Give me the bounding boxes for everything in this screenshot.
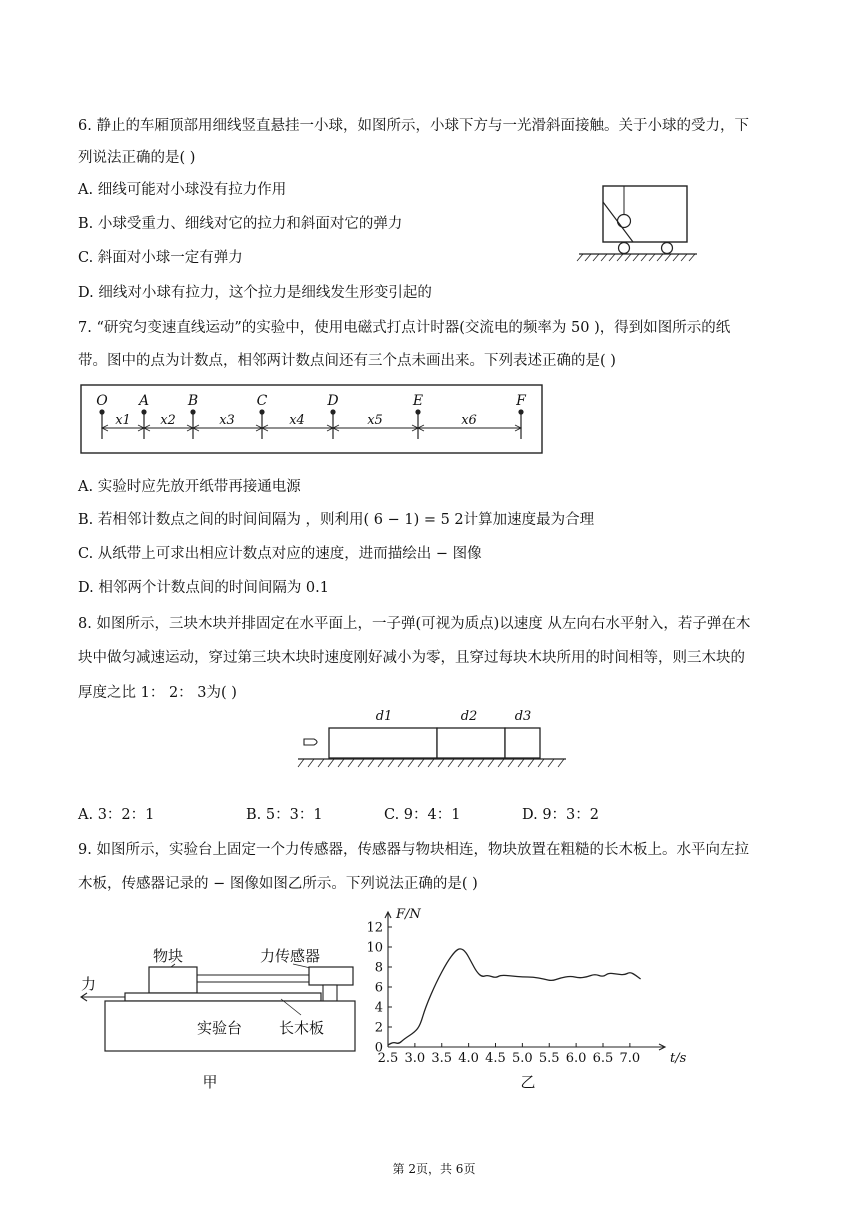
q6-carriage-figure [575,182,700,264]
q8-blocks-figure [296,702,568,774]
page-footer: 第 2页，共 6页 [392,1162,476,1176]
segment-label-x5: x5 [367,413,383,428]
x-tick-label: 4.0 [458,1051,479,1066]
label-board: 长木板 [279,1019,325,1037]
q8-option-d: D. 9：3：2 [522,807,600,823]
x-tick-label: 4.5 [485,1051,506,1066]
q8-option-a: A. 3：2：1 [78,807,155,823]
caption-jia: 甲 [202,1073,218,1091]
block-label-d3: d3 [514,709,532,724]
force-curve [388,949,641,1045]
label-table: 实验台 [197,1019,243,1037]
y-tick-label: 0 [374,1040,383,1056]
x-tick-label: 7.0 [619,1051,641,1066]
segment-label-x6: x6 [461,413,477,428]
x-tick-label: 3.0 [404,1051,426,1066]
point-label-o: O [96,393,108,409]
segment-label-x4: x4 [289,413,305,428]
q7-option-b: B. 若相邻计数点之间的时间间隔为 ，则利用( 6 − 1) = 5 2计算加速度最为合理 [78,512,595,528]
x-tick-label: 5.0 [512,1051,533,1066]
x-tick-label: 5.5 [538,1051,560,1066]
force-time-chart [360,902,700,1094]
q9-stem-line1: 9. 如图所示，实验台上固定一个力传感器，传感器与物块相连，物块放置在粗糙的长木板上。水平向左拉 [78,842,749,858]
q8-option-c: C. 9：4：1 [384,807,461,823]
q8-option-b: B. 5：3：1 [246,807,323,823]
y-tick-label: 8 [374,960,383,976]
label-sensor: 力传感器 [260,947,321,965]
x-tick-label: 2.5 [377,1051,399,1066]
q6-option-c: C. 斜面对小球一定有弹力 [78,250,243,266]
x-axis-label: t/s [670,1051,687,1066]
q7-stem-line2: 带。图中的点为计数点，相邻两计数点间还有三个点未画出来。下列表述正确的是( ) [78,353,616,369]
point-label-a: A [138,393,150,409]
tape-point-labels [96,393,527,409]
y-tick-label: 10 [366,940,383,956]
q9-apparatus-figure [75,935,365,1095]
q7-option-c: C. 从纸带上可求出相应计数点对应的速度，进而描绘出 − 图像 [78,546,482,562]
q9-stem-line2: 木板，传感器记录的 − 图像如图乙所示。下列说法正确的是( ) [78,876,478,892]
point-label-b: B [187,393,199,409]
x-tick-label: 3.5 [431,1051,453,1066]
block-label-d1: d1 [375,709,393,724]
q6-stem-line2: 列说法正确的是( ) [78,150,196,166]
y-tick-label: 4 [374,1000,383,1016]
point-label-e: E [412,393,424,409]
x-tick-label: 6.0 [565,1051,587,1066]
q7-option-d: D. 相邻两个计数点间的时间间隔为 0.1 [78,580,329,596]
segment-label-x1: x1 [115,413,131,428]
q8-stem-line3: 厚度之比 1： 2： 3为( ) [78,685,237,701]
y-axis-label: F/N [396,907,421,922]
label-block: 物块 [153,947,184,965]
x-tick-label: 6.5 [592,1051,614,1066]
block-labels [376,709,532,724]
point-label-c: C [256,393,268,409]
q6-option-a: A. 细线可能对小球没有拉力作用 [78,182,287,198]
label-force: 力 [81,975,97,993]
q7-tape-figure [80,384,544,456]
q7-option-a: A. 实验时应先放开纸带再接通电源 [78,479,301,495]
q7-stem-line1: 7. “研究匀变速直线运动”的实验中，使用电磁式打点计时器(交流电的频率为 50 )，得到如图所示的纸 [78,320,731,336]
q6-stem-line1: 6. 静止的车厢顶部用细线竖直悬挂一小球，如图所示，小球下方与一光滑斜面接触。关于小球的受力，下 [78,118,749,134]
point-label-d: D [327,393,339,409]
y-tick-label: 2 [374,1020,383,1036]
q6-option-d: D. 细线对小球有拉力，这个拉力是细线发生形变引起的 [78,285,432,301]
segment-label-x3: x3 [219,413,235,428]
point-label-f: F [516,393,526,409]
caption-yi: 乙 [520,1073,536,1091]
y-tick-label: 6 [374,980,383,996]
block-label-d2: d2 [460,709,478,724]
segment-label-x2: x2 [160,413,176,428]
y-tick-label: 12 [366,920,383,936]
q6-option-b: B. 小球受重力、细线对它的拉力和斜面对它的弹力 [78,216,403,232]
q8-stem-line1: 8. 如图所示，三块木块并排固定在水平面上，一子弹(可视为质点)以速度 从左向右水平射入，若子弹在木 [78,616,751,632]
q8-stem-line2: 块中做匀减速运动，穿过第三块木块时速度刚好减小为零，且穿过每块木块所用的时间相等，则三木块的 [78,650,745,666]
